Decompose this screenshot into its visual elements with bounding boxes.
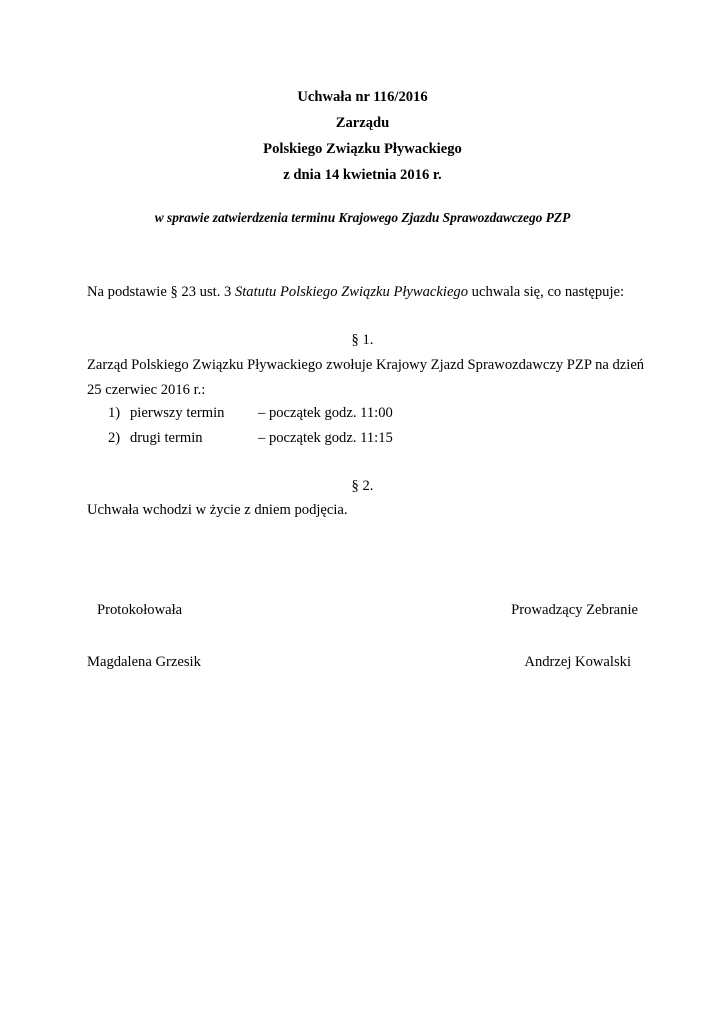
resolution-header [0,84,725,188]
list-item-time: – początek godz. 11:15 [258,430,393,446]
section2-text: Uchwała wchodzi w życie z dniem podjęcia. [87,502,348,518]
right-signature-name: Andrzej Kowalski [524,654,631,670]
list-item-number: 1) [108,405,121,421]
resolution-subject: w sprawie zatwierdzenia terminu Krajowego Zjazdu Sprawozdawczego PZP [154,210,571,225]
issuing-body: Zarządu [335,115,390,131]
right-signature-role: Prowadzący Zebranie [511,602,638,618]
statute-title: Statutu Polskiego Związku Pływackiego [234,284,469,300]
list-item [108,405,393,422]
list-item-time: – początek godz. 11:00 [258,405,393,421]
left-signature-name: Magdalena Grzesik [87,654,201,670]
list-item-name: pierwszy termin [130,405,225,421]
resolution-date: z dnia 14 kwietnia 2016 r. [283,167,442,183]
section1-text-line1: Zarząd Polskiego Związku Pływackiego zwołuje Krajowy Zjazd Sprawozdawczy PZP na dzień [87,357,645,373]
list-item-name: drugi termin [130,430,203,446]
legal-basis-prefix: Na podstawie § 23 ust. 3 [87,284,235,300]
list-item-number: 2) [108,430,121,446]
legal-basis-suffix: uchwala się, co następuje: [468,284,625,300]
resolution-number: Uchwała nr 116/2016 [297,89,428,105]
section2-heading: § 2. [351,478,374,494]
section1-heading: § 1. [351,332,374,348]
legal-basis [87,284,624,301]
organization-name: Polskiego Związku Pływackiego [263,141,462,157]
section1-text-line2: 25 czerwiec 2016 r.: [87,382,206,398]
left-signature-role: Protokołowała [97,602,183,618]
list-item [108,430,393,447]
